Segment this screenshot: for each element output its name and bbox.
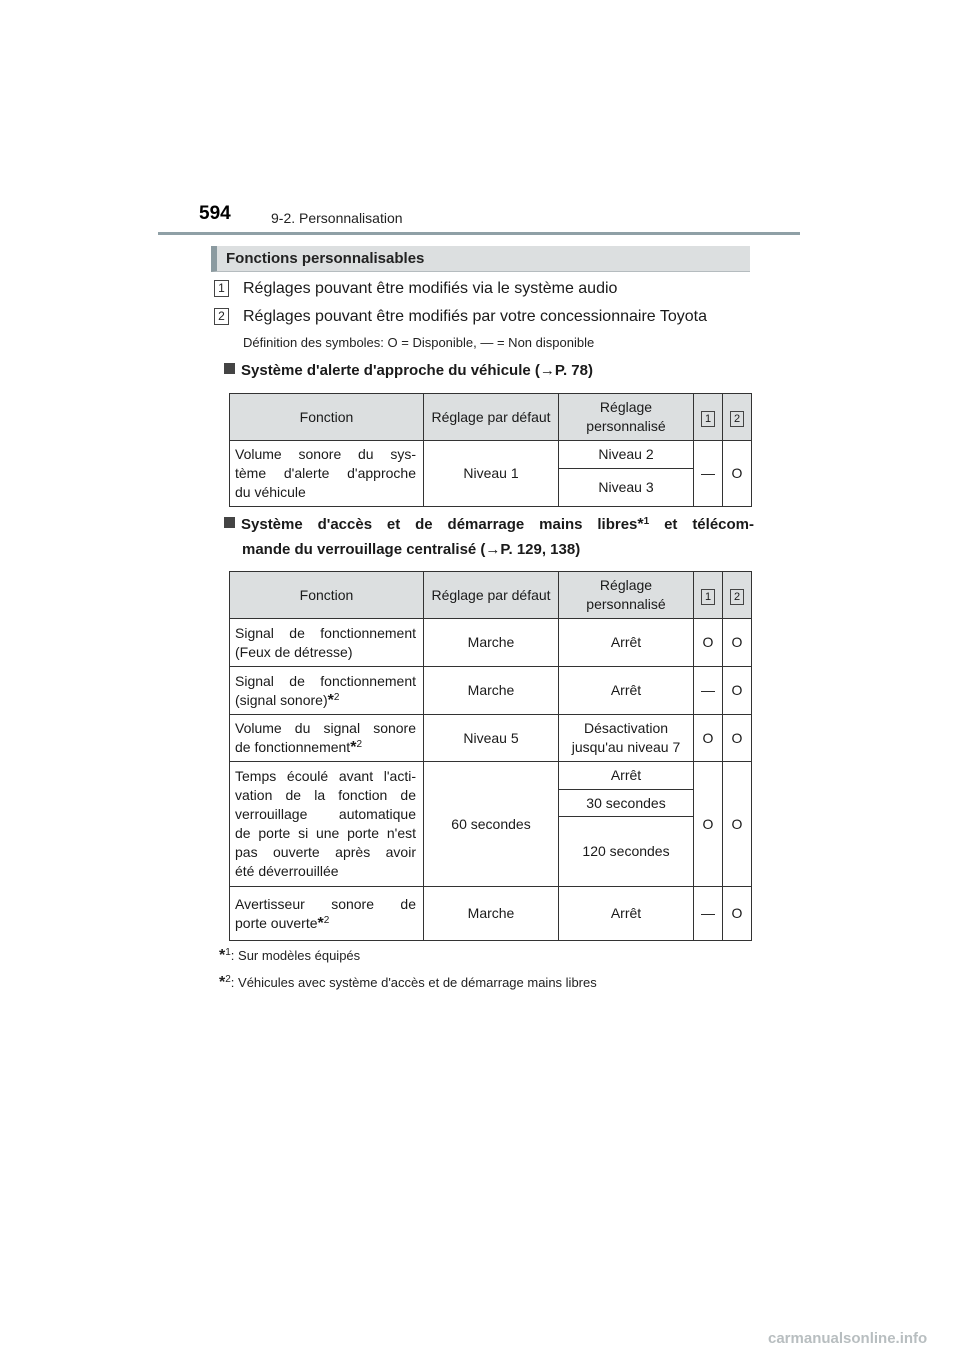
section1-heading-text: Système d'alerte d'approche du véhicule (→P. 78) <box>241 362 593 379</box>
function-line-with-note <box>235 914 416 933</box>
legend-text-2: Réglages pouvant être modifiés par votre concessionnaire Toyota <box>243 308 707 325</box>
function-line: Volume du signal sonore <box>235 720 416 736</box>
function-line: du véhicule <box>235 484 306 500</box>
section-label: 9-2. Personnalisation <box>271 210 403 226</box>
footnote-star: * <box>327 691 334 709</box>
footnote-num: 1 <box>225 947 231 958</box>
col2-badge: 2 <box>730 411 744 427</box>
header-custom: Réglage personnalisé <box>559 572 694 619</box>
function-line: vation de la fonction de <box>235 787 416 803</box>
table-cell-custom: Arrêt <box>559 887 694 941</box>
section2-heading-text: Système d'accès et de démarrage mains libres <box>241 516 638 533</box>
table-cell-custom: Arrêt <box>559 667 694 715</box>
section2-heading-end: et télécom- <box>649 516 755 533</box>
legend-number-1: 1 <box>214 280 229 297</box>
function-line: Volume sonore du sys- <box>235 446 416 462</box>
table-cell-default: Niveau 5 <box>424 715 559 762</box>
footnote-num: 2 <box>225 974 231 985</box>
function-line: pas ouverte après avoir <box>235 844 416 860</box>
legend-item-1 <box>214 280 617 298</box>
table-cell-custom: 120 secondes <box>559 817 694 887</box>
function-line: Temps écoulé avant l'acti- <box>235 768 416 784</box>
footnote-star: * <box>350 739 357 756</box>
function-line-with-note <box>235 691 416 710</box>
bullet-square <box>224 363 235 374</box>
function-line: (Feux de détresse) <box>235 643 353 660</box>
table-cell-function <box>230 715 424 762</box>
section2-heading-line2: mande du verrouillage centralisé (→P. 129, 138) <box>242 541 581 558</box>
table-cell-col2: O <box>723 619 752 667</box>
table-cell-default: Marche <box>424 619 559 667</box>
col1-badge: 1 <box>701 411 715 427</box>
table-cell-default: 60 secondes <box>424 762 559 887</box>
table-cell-col1: O <box>694 715 723 762</box>
table-cell-col2: O <box>723 887 752 941</box>
title-bar <box>211 246 750 272</box>
function-line: Avertisseur sonore de <box>235 895 416 912</box>
table-cell-function <box>230 667 424 715</box>
table-cell-col1: — <box>694 667 723 715</box>
symbols-definition: Définition des symboles: O = Disponible, — = Non disponible <box>243 335 595 350</box>
function-line-with-note <box>235 738 416 757</box>
header-default: Réglage par défaut <box>424 394 559 441</box>
title-bar-text: Fonctions personnalisables <box>226 250 425 267</box>
table-cell-custom: 30 secondes <box>559 790 694 817</box>
footnote-text: : Véhicules avec système d'accès et de démarrage mains libres <box>230 975 597 990</box>
function-line: verrouillage automatique <box>235 806 416 822</box>
table-cell-col1: O <box>694 619 723 667</box>
col1-badge: 1 <box>701 589 715 605</box>
function-line: (signal sonore) <box>235 691 328 708</box>
function-line: Signal de fonctionnement <box>235 672 416 689</box>
bullet-square <box>224 517 235 528</box>
footnote-ref: 2 <box>333 691 340 703</box>
custom-line: Désactivation <box>583 720 669 736</box>
page-number: 594 <box>199 203 231 224</box>
table-cell-col1: — <box>694 441 723 507</box>
table-cell-col1: O <box>694 762 723 887</box>
table-cell-custom: Arrêt <box>559 619 694 667</box>
footnote-2 <box>219 974 597 992</box>
table-cell-function <box>230 762 424 887</box>
header-col2 <box>723 572 752 619</box>
function-line: tème d'alerte d'approche <box>235 465 416 481</box>
footnote-star: * <box>637 516 644 533</box>
header-col1 <box>694 394 723 441</box>
legend-item-2 <box>214 308 707 326</box>
function-line: de porte si une porte n'est <box>235 825 416 841</box>
table-cell-col2: O <box>723 762 752 887</box>
table-cell-col1: — <box>694 887 723 941</box>
header-custom: Réglage personnalisé <box>559 394 694 441</box>
legend-number-2: 2 <box>214 308 229 325</box>
table-cell-default: Marche <box>424 667 559 715</box>
footnote-1 <box>219 947 360 965</box>
watermark[interactable]: carmanualsonline.info <box>768 1330 928 1347</box>
header-function: Fonction <box>230 394 424 441</box>
header-function: Fonction <box>230 572 424 619</box>
table-cell-custom <box>559 715 694 762</box>
section2-heading-line1 <box>224 512 754 537</box>
footnote-ref: 2 <box>323 914 330 926</box>
table-cell-function <box>230 887 424 941</box>
table-keyless-access <box>229 571 752 941</box>
table-cell-default: Marche <box>424 887 559 941</box>
header-col2 <box>723 394 752 441</box>
header-col1 <box>694 572 723 619</box>
custom-line: jusqu'au niveau 7 <box>571 739 681 755</box>
table-approach-alert <box>229 393 752 507</box>
function-line: été déverrouillée <box>235 863 339 879</box>
function-line: porte ouverte <box>235 914 318 931</box>
table-cell-col2: O <box>723 441 752 507</box>
table-cell-function <box>230 619 424 667</box>
header-default: Réglage par défaut <box>424 572 559 619</box>
legend-text-1: Réglages pouvant être modifiés via le système audio <box>243 280 618 297</box>
table-cell-custom: Arrêt <box>559 762 694 790</box>
footnote-mark: * <box>219 974 226 991</box>
table-cell-col2: O <box>723 667 752 715</box>
table-cell-col2: O <box>723 715 752 762</box>
table-cell-custom: Niveau 2 <box>559 441 694 469</box>
footnote-ref: 2 <box>356 739 362 750</box>
section1-heading <box>224 358 754 383</box>
table-cell-function <box>230 441 424 507</box>
section2-heading <box>224 512 754 562</box>
footnote-ref: 1 <box>643 516 650 527</box>
table-cell-default: Niveau 1 <box>424 441 559 507</box>
col2-badge: 2 <box>730 589 744 605</box>
function-line: de fonctionnement <box>235 739 351 755</box>
function-line: Signal de fonctionnement <box>235 624 416 641</box>
footnote-text: : Sur modèles équipés <box>230 948 361 963</box>
footnote-mark: * <box>219 947 226 964</box>
header-rule <box>158 232 800 235</box>
table-cell-custom: Niveau 3 <box>559 469 694 507</box>
footnote-star: * <box>317 914 324 932</box>
